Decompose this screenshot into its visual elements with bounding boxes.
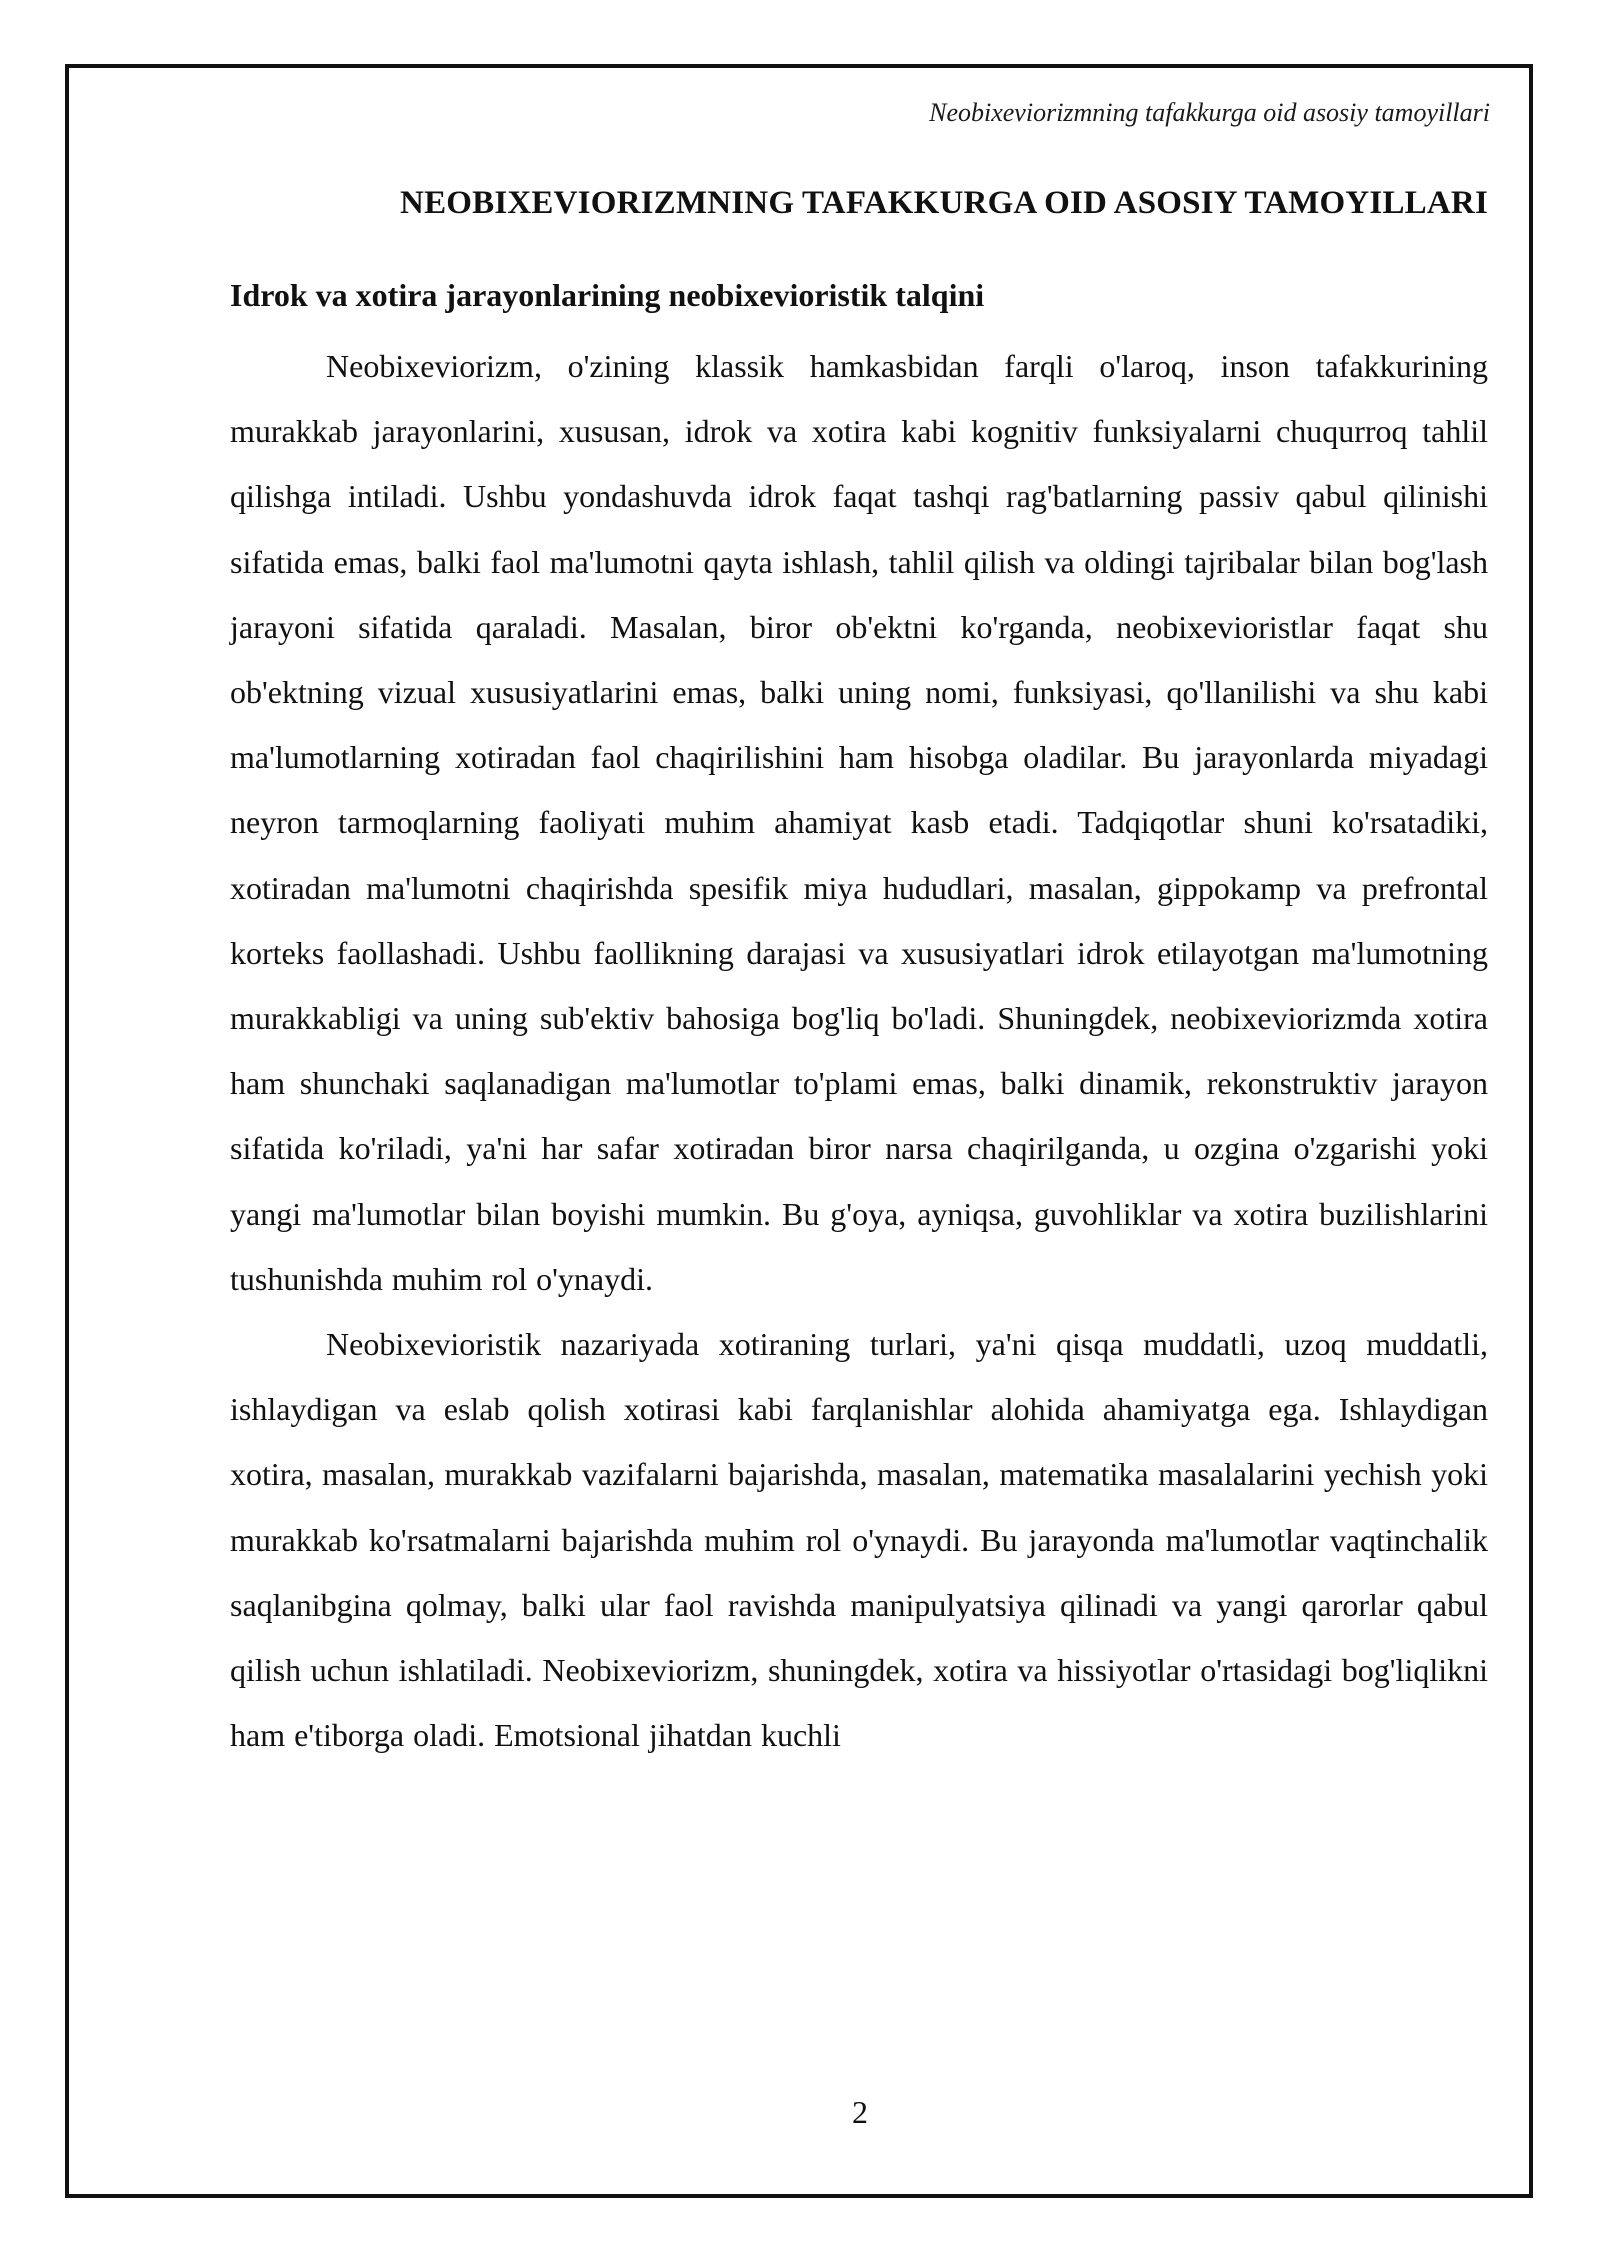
running-header: Neobixeviorizmning tafakkurga oid asosiy tamoyillari [929, 98, 1490, 127]
page-number: 2 [852, 2094, 868, 2130]
paragraph: Neobixevioristik nazariyada xotiraning turlari, ya'ni qisqa muddatli, uzoq muddatli, ishlaydigan va eslab qolish xotirasi kabi farqlanishlar alohida ahamiyatga ega. Ishlaydigan xotira, masalan, murakkab vazifalarni bajarishda, masalan, matematika masalalarini yechish yoki murakkab ko'rsatmalarni bajarishda muhim rol o'ynaydi. Bu jarayonda ma'lumotlar vaqtinchalik saqlanibgina qolmay, balki ular faol ravishda manipulyatsiya qilinadi va yangi qarorlar qabul qilish uchun ishlatiladi. Neobixeviorizm, shuningdek, xotira va hissiyotlar o'rtasidagi bog'liqlikni ham e'tiborga oladi. Emotsional jihatdan kuchli [230, 1326, 1488, 1754]
section-heading: Idrok va xotira jarayonlarining neobixevioristik talqini [230, 277, 985, 313]
document-title: NEOBIXEVIORIZMNING TAFAKKURGA OID ASOSIY TAMOYILLARI [400, 185, 1488, 221]
document-body [230, 185, 1488, 1768]
paragraph: Neobixeviorizm, o'zining klassik hamkasbidan farqli o'laroq, inson tafakkurining murakkab jarayonlarini, xususan, idrok va xotira kabi kognitiv funksiyalarni chuqurroq tahlil qilishga intiladi. Ushbu yondashuvda idrok faqat tashqi rag'batlarning passiv qabul qilinishi sifatida emas, balki faol ma'lumotni qayta ishlash, tahlil qilish va oldingi tajribalar bilan bog'lash jarayoni sifatida qaraladi. Masalan, biror ob'ektni ko'rganda, neobixevioristlar faqat shu ob'ektning vizual xususiyatlarini emas, balki uning nomi, funksiyasi, qo'llanilishi va shu kabi ma'lumotlarning xotiradan faol chaqirilishini ham hisobga oladilar. Bu jarayonlarda miyadagi neyron tarmoqlarning faoliyati muhim ahamiyat kasb etadi. Tadqiqotlar shuni ko'rsatadiki, xotiradan ma'lumotni chaqirishda spesifik miya hududlari, masalan, gippokamp va prefrontal korteks faollashadi. Ushbu faollikning darajasi va xususiyatlari idrok etilayotgan ma'lumotning murakkabligi va uning sub'ektiv bahosiga bog'liq bo'ladi. Shuningdek, neobixeviorizmda xotira ham shunchaki saqlanadigan ma'lumotlar to'plami emas, balki dinamik, rekonstruktiv jarayon sifatida ko'riladi, ya'ni har safar xotiradan biror narsa chaqirilganda, u ozgina o'zgarishi yoki yangi ma'lumotlar bilan boyishi mumkin. Bu g'oya, ayniqsa, guvohliklar va xotira buzilishlarini tushunishda muhim rol o'ynaydi. [230, 348, 1488, 1297]
